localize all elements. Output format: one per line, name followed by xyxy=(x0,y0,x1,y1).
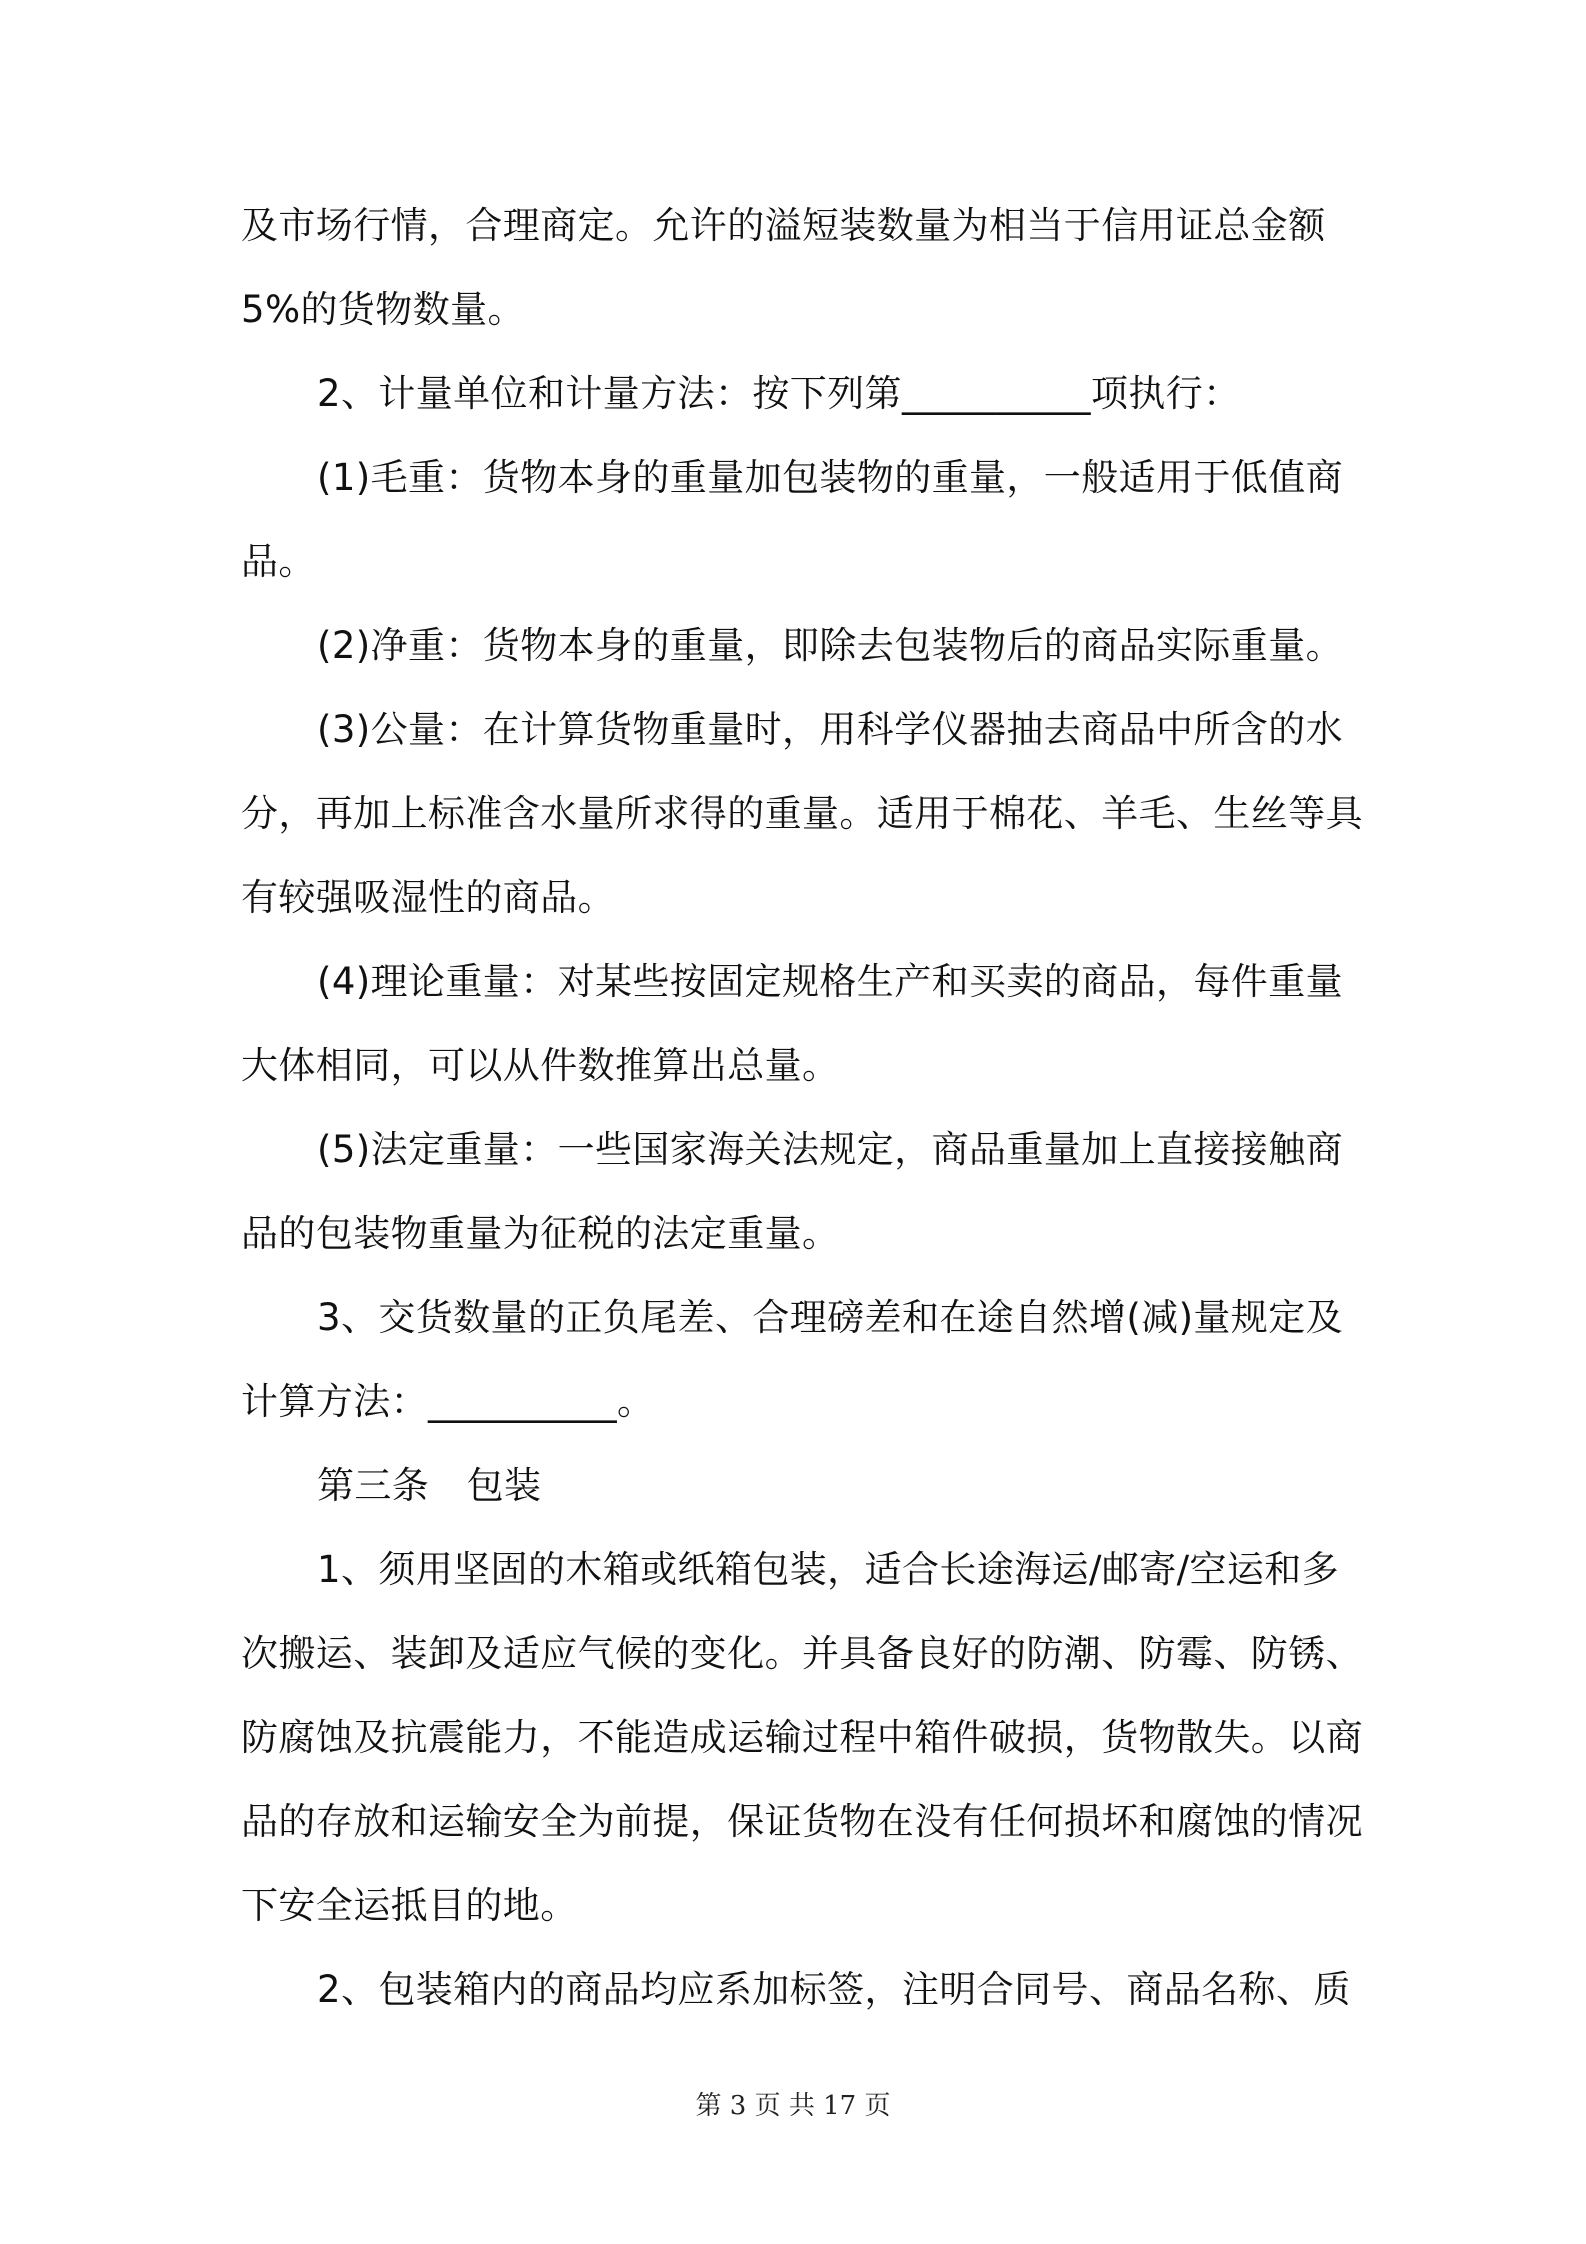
text-line: 5%的货物数量。 xyxy=(241,288,525,331)
text-line: 及市场行情，合理商定。允许的溢短装数量为相当于信用证总金额 xyxy=(241,204,1326,247)
text-line: 次搬运、装卸及适应气候的变化。并具备良好的防潮、防霉、防锈、 xyxy=(241,1632,1363,1675)
text-line: (1)毛重：货物本身的重量加包装物的重量，一般适用于低值商 xyxy=(317,456,1344,499)
section-heading: 第三条 包装 xyxy=(317,1464,542,1507)
text-line: 防腐蚀及抗震能力，不能造成运输过程中箱件破损，货物散失。以商 xyxy=(241,1716,1363,1759)
text-line: (4)理论重量：对某些按固定规格生产和买卖的商品，每件重量 xyxy=(317,960,1344,1003)
text-line: 下安全运抵目的地。 xyxy=(241,1884,578,1927)
text-line: 品。 xyxy=(241,540,316,583)
text-line: 大体相同，可以从件数推算出总量。 xyxy=(241,1044,840,1087)
text-line: 2、计量单位和计量方法：按下列第__________项执行： xyxy=(317,372,1241,415)
text-line: 品的包装物重量为征税的法定重量。 xyxy=(241,1212,840,1255)
text-line: (3)公量：在计算货物重量时，用科学仪器抽去商品中所含的水 xyxy=(317,708,1344,751)
text-line: 2、包装箱内的商品均应系加标签，注明合同号、商品名称、质 xyxy=(317,1968,1351,2011)
page-number-footer: 第 3 页 共 17 页 xyxy=(695,2091,891,2121)
text-line: (5)法定重量：一些国家海关法规定，商品重量加上直接接触商 xyxy=(317,1128,1344,1171)
text-line: 分，再加上标准含水量所求得的重量。适用于棉花、羊毛、生丝等具 xyxy=(241,792,1363,835)
text-line: (2)净重：货物本身的重量，即除去包装物后的商品实际重量。 xyxy=(317,624,1344,667)
text-line: 品的存放和运输安全为前提，保证货物在没有任何损坏和腐蚀的情况 xyxy=(241,1800,1363,1843)
text-line: 计算方法：__________。 xyxy=(241,1380,655,1423)
text-line: 3、交货数量的正负尾差、合理磅差和在途自然增(减)量规定及 xyxy=(317,1296,1344,1339)
text-line: 有较强吸湿性的商品。 xyxy=(241,876,615,919)
text-line: 1、须用坚固的木箱或纸箱包装，适合长途海运/邮寄/空运和多 xyxy=(317,1548,1340,1591)
